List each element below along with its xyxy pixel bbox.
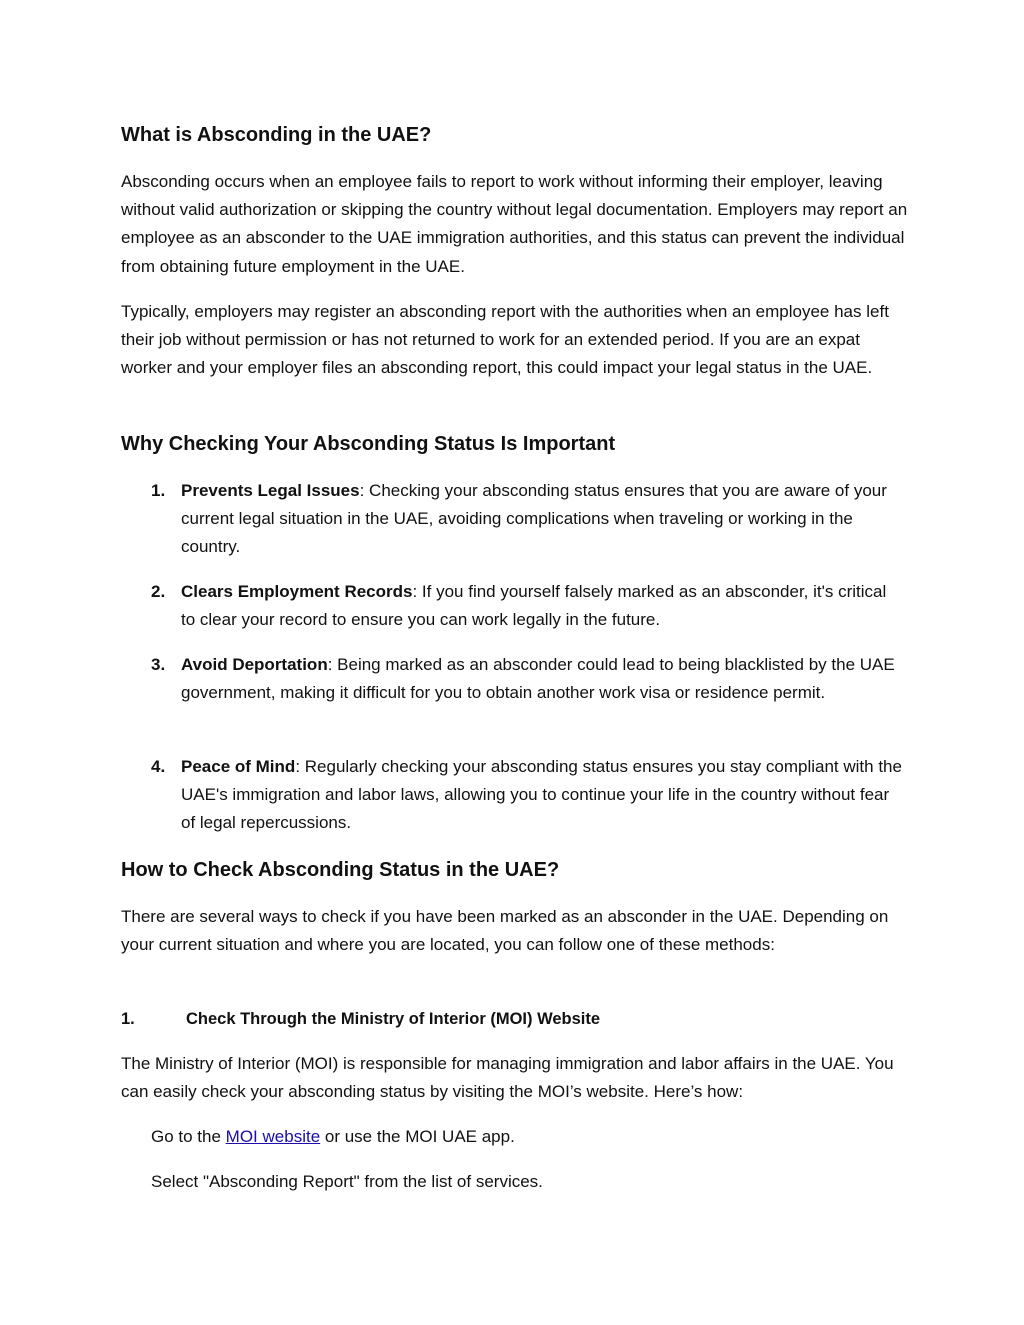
list-item-title: Prevents Legal Issues [181,481,360,500]
step-title: Check Through the Ministry of Interior (MOI) Website [186,1010,601,1028]
list-item [151,477,903,562]
instruction-go-to-moi [151,1123,515,1151]
step-number: 1. [121,1010,135,1028]
heading-why-checking-important: Why Checking Your Absconding Status Is Important [121,433,616,455]
list-item [151,578,903,634]
paragraph-moi-responsibility: The Ministry of Interior (MOI) is responsible for managing immigration and labor affairs in the UAE. You can easily check your absconding status by visiting the MOI’s website. Here’s how: [121,1054,894,1102]
instruction-select-report: Select "Absconding Report" from the list of services. [151,1172,543,1191]
instruction-text-before: Go to the [151,1127,226,1146]
paragraph-ways-to-check: There are several ways to check if you have been marked as an absconder in the UAE. Depending on your current situation and where you are located, you can follow one of these methods: [121,907,889,955]
list-item [151,651,903,707]
list-item-number: 4. [151,757,166,776]
list-item-title: Avoid Deportation [181,655,328,674]
list-item [151,753,903,838]
list-item-number: 1. [151,481,166,500]
paragraph-absconding-report: Typically, employers may register an absconding report with the authorities when an employee has left their job without permission or has not returned to work for an extended period. If you are an expat worker and your employer files an absconding report, this could impact your legal status in the UAE. [121,302,889,378]
list-item-number: 3. [151,655,166,674]
list-item-text: : Being marked as an absconder could lead to being blacklisted by the UAE government, making it difficult for you to obtain another work visa or residence permit. [181,655,895,703]
list-item-text: : Checking your absconding status ensures that you are aware of your current legal situation in the UAE, avoiding complications when traveling or working in the country. [181,481,887,557]
list-item-text: : If you find yourself falsely marked as an absconder, it's critical to clear your record to ensure you can work legally in the future. [181,582,887,630]
instruction-text-after: or use the MOI UAE app. [320,1127,515,1146]
heading-how-to-check: How to Check Absconding Status in the UAE? [121,859,560,881]
list-item-title: Peace of Mind [181,757,296,776]
list-item-text: : Regularly checking your absconding status ensures you stay compliant with the UAE's immigration and labor laws, allowing you to continue your life in the country without fear of legal repercussions. [181,757,902,833]
paragraph-absconding-definition: Absconding occurs when an employee fails to report to work without informing their employer, leaving without valid authorization or skipping the country without legal documentation. Employers may report an employee as an absconder to the UAE immigration authorities, and this status can prevent the individual from obtaining future employment in the UAE. [121,172,908,276]
list-item-number: 2. [151,582,166,601]
moi-website-link[interactable]: MOI website [225,1127,321,1146]
heading-what-is-absconding: What is Absconding in the UAE? [121,124,432,146]
list-item-title: Clears Employment Records [181,582,413,601]
